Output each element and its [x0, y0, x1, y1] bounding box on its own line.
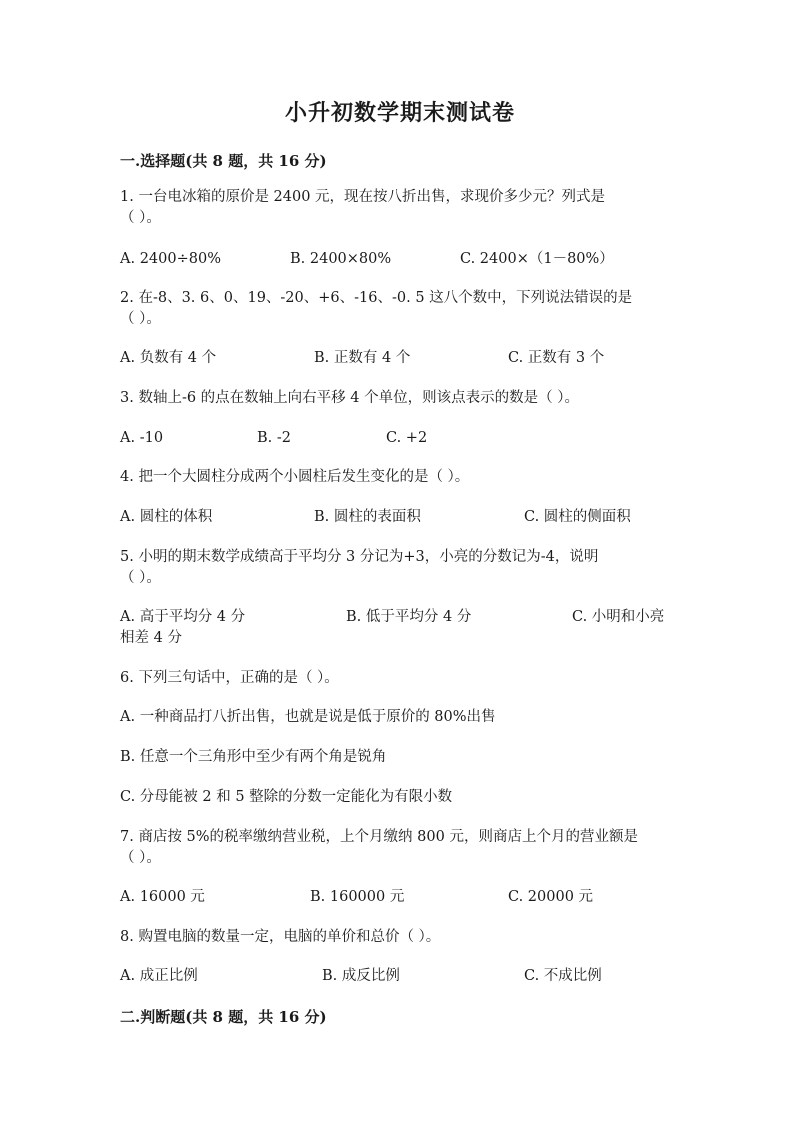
page-title: 小升初数学期末测试卷	[284, 100, 515, 126]
question-4-text: 4. 把一个大圆柱分成两个小圆柱后发生变化的是（ ）。	[120, 469, 470, 485]
question-7-text: 7. 商店按 5%的税率缴纳营业税，上个月缴纳 800 元，则商店上个月的营业额是	[120, 829, 638, 845]
question-8-text: 8. 购置电脑的数量一定，电脑的单价和总价（ ）。	[120, 929, 441, 945]
question-1-text: 1. 一台电冰箱的原价是 2400 元，现在按八折出售，求现价多少元？列式是	[120, 189, 606, 205]
question-7-text-cont: （ ）。	[120, 850, 161, 866]
question-5-option-a: A. 高于平均分 4 分	[120, 609, 246, 625]
question-1-option-a: A. 2400÷80%	[120, 251, 221, 267]
question-2-text: 2. 在-8、3. 6、0、19、-20、+6、-16、-0. 5 这八个数中，下列说法错误的是	[120, 290, 633, 306]
question-3-text: 3. 数轴上-6 的点在数轴上向右平移 4 个单位，则该点表示的数是（ ）。	[120, 390, 579, 406]
question-1-option-b: B. 2400×80%	[290, 251, 392, 267]
question-2-option-a: A. 负数有 4 个	[120, 350, 217, 366]
question-4-option-a: A. 圆柱的体积	[120, 509, 213, 525]
question-1-text-cont: （ ）。	[120, 210, 161, 226]
question-5-text: 5. 小明的期末数学成绩高于平均分 3 分记为+3，小亮的分数记为-4，说明	[120, 549, 599, 565]
question-3-option-b: B. -2	[257, 430, 291, 446]
question-6-text: 6. 下列三句话中，正确的是（ ）。	[120, 670, 339, 686]
question-2-text-cont: （ ）。	[120, 311, 161, 327]
question-5-option-c-cont: 相差 4 分	[120, 630, 182, 646]
question-8-option-c: C. 不成比例	[524, 968, 602, 984]
question-5-option-b: B. 低于平均分 4 分	[346, 609, 472, 625]
question-6-option-c: C. 分母能被 2 和 5 整除的分数一定能化为有限小数	[120, 789, 453, 805]
section-heading-choice: 一.选择题(共 8 题，共 16 分)	[120, 152, 327, 170]
question-4-option-c: C. 圆柱的侧面积	[524, 509, 631, 525]
question-3-option-a: A. -10	[120, 430, 164, 446]
question-1-option-c: C. 2400×（1－80%）	[460, 251, 614, 267]
question-2-option-b: B. 正数有 4 个	[314, 350, 411, 366]
question-5-option-c: C. 小明和小亮	[572, 609, 665, 625]
question-3-option-c: C. +2	[386, 430, 428, 446]
question-5-text-cont: （ ）。	[120, 570, 161, 586]
question-7-option-b: B. 160000 元	[310, 889, 405, 905]
question-7-option-c: C. 20000 元	[508, 889, 594, 905]
section-heading-judgement: 二.判断题(共 8 题，共 16 分)	[120, 1008, 327, 1026]
question-8-option-b: B. 成反比例	[322, 968, 400, 984]
question-6-option-a: A. 一种商品打八折出售，也就是说是低于原价的 80%出售	[120, 709, 496, 725]
question-8-option-a: A. 成正比例	[120, 968, 198, 984]
question-7-option-a: A. 16000 元	[120, 889, 205, 905]
question-2-option-c: C. 正数有 3 个	[508, 350, 605, 366]
question-4-option-b: B. 圆柱的表面积	[314, 509, 421, 525]
question-6-option-b: B. 任意一个三角形中至少有两个角是锐角	[120, 749, 387, 765]
